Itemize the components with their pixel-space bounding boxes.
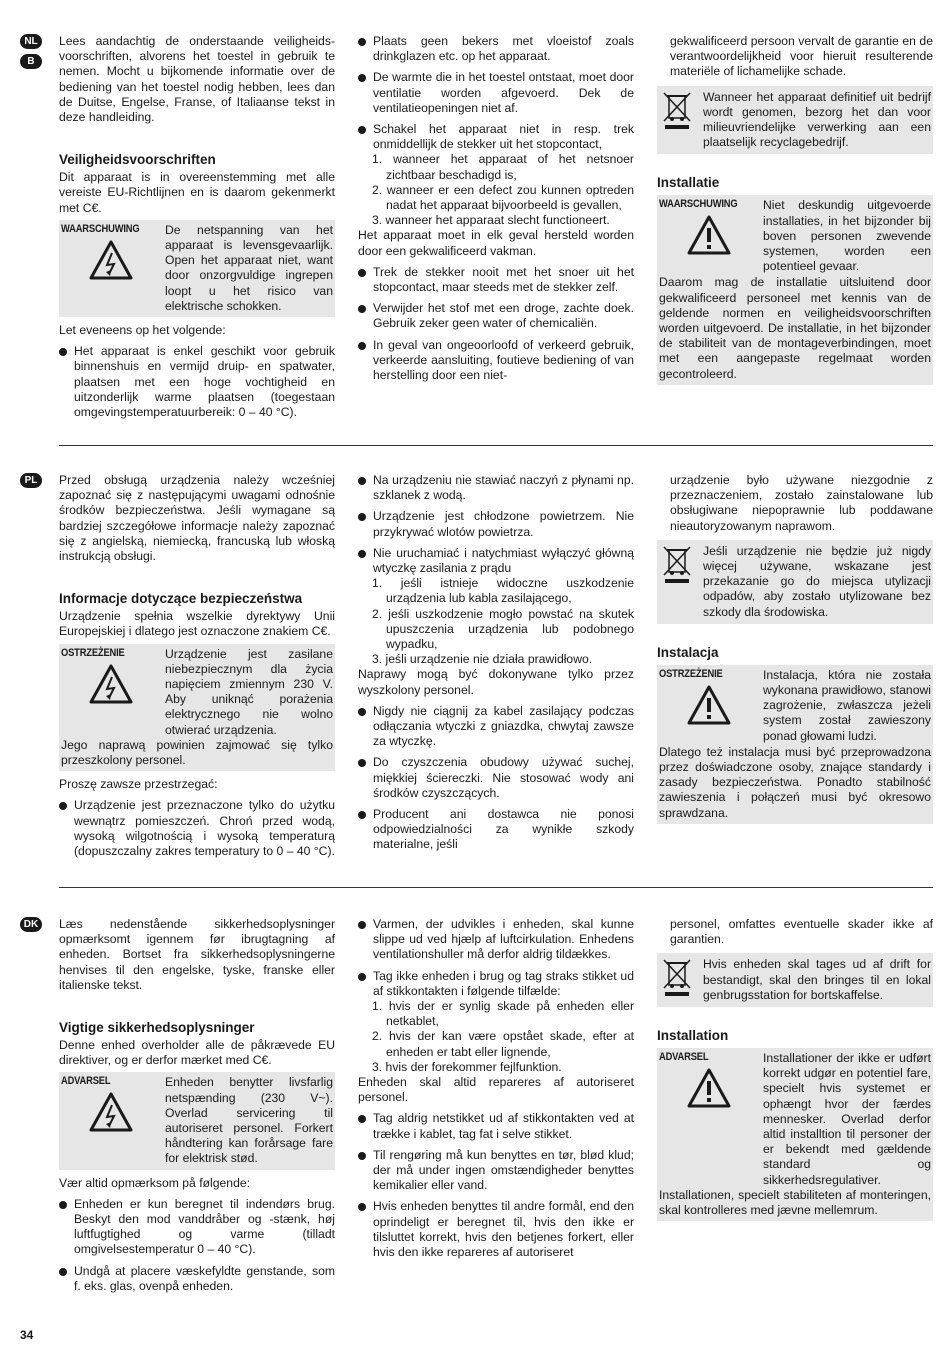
warning-box xyxy=(59,644,335,772)
installation-heading: Instalacja xyxy=(657,644,719,660)
bullet-item: In geval van ongeoorloofd of verkeerd gebruik, verkeerde aansluiting, foutieve bediening of van herstelling door een niet- xyxy=(358,338,634,384)
safety-heading: Vigtige sikkerhedsoplysninger xyxy=(59,1020,255,1036)
crossed-bin-icon xyxy=(659,957,699,1001)
electric-shock-warning-icon xyxy=(61,240,161,300)
crossed-bin-icon xyxy=(659,90,699,134)
safety-text: Urządzenie spełnia wszelkie dyrektywy Unii Europejskiej i dlatego jest oznaczone znakiem C€. xyxy=(59,609,335,639)
bullet-item: Nigdy nie ciągnij za kabel zasilający podczas odłączania wtyczki z gniazdka, chwytaj zawsze za wtyczkę. xyxy=(358,704,634,750)
numbered-list xyxy=(358,576,634,667)
installation-warning-text: Installationer der ikke er udført korrekt udgør en potentiel fare, specielt hvis systemet er ophængt hvor der færdes mennesker. Overlad derfor altid installtion til personer der er bekendt med gældende standard og sikkerhedsregulativer. xyxy=(763,1051,931,1187)
column-1 xyxy=(59,917,335,1300)
disposal-box xyxy=(657,953,933,1007)
disposal-box xyxy=(657,86,933,155)
safety-text: Denne enhed overholder alle de påkrævede EU direktiver, og er derfor mærket med C€. xyxy=(59,1038,335,1068)
language-badge: PL xyxy=(20,473,42,488)
warning-after-text: Jego naprawą powinien zajmować się tylko przeszkolony personel. xyxy=(61,737,333,768)
warning-text: Enheden benytter livsfarlig netspænding (230 V~). Overlad servicering til autoriseret personel. Forkert håndtering kan forårsage fare for elektrisk stød. xyxy=(165,1075,333,1166)
bullet-list-b1 xyxy=(358,473,634,576)
continued-text: urządzenie było używane niezgodnie z przeznaczeniem, zostało zainstalowane lub obsługiwane niepoprawnie lub poddawane nieautoryzowanym naprawom. xyxy=(670,473,933,533)
bullet-item: Het apparaat is enkel geschikt voor gebruik binnenshuis en vermijd druip- en spatwater, plaatsen met een hoge vochtigheid en uitzonderlijk warme plaatsen (toegestaan omgevingstemperatuurbereik: 0 – 40 °C). xyxy=(59,344,335,420)
intro-text: Lees aandachtig de onderstaande veiligheidsvoorschriften, alvorens het toestel in gebruik te nemen. Mocht u bijkomende informatie over de bediening van het toestel nodig hebben, lees dan de Duitse, Engelse, Franse, of Italiaanse tekst in deze handleiding. xyxy=(59,34,335,125)
bullet-list-a xyxy=(59,344,335,420)
installation-warning-box xyxy=(657,665,933,824)
numbered-item: 3. wanneer het apparaat slecht functioneert. xyxy=(372,213,610,228)
column-3 xyxy=(657,34,933,391)
installation-warning-label: ADVARSEL xyxy=(659,1051,709,1064)
installation-after-text: Daarom mag de installatie uitsluitend door gekwalificeerd personeel met kennis van de geldende normen en veiligheidsvoorschriften worden uitgevoerd. De installatie, in het bijzonder de stabiliteit van de montageverbindingen, moet met een aangepaste regelmaat worden gecontroleerd. xyxy=(659,275,931,381)
warning-text: De netspanning van het apparaat is levensgevaarlijk. Open het apparaat niet, want door onzorgvuldige ingrepen loopt u het risico van elektrische schokken. xyxy=(165,222,333,313)
column-2 xyxy=(358,917,634,1266)
general-warning-icon xyxy=(659,215,759,275)
installation-warning-label: OSTRZEŻENIE xyxy=(659,667,723,680)
general-warning-icon xyxy=(659,685,759,745)
section-divider xyxy=(59,887,933,888)
disposal-text: Hvis enheden skal tages ud af drift for bestandigt, skal den bringes til en lokal genbrugsstation for bortskaffelse. xyxy=(703,957,931,1002)
bullet-item: Urządzenie jest chłodzone powietrzem. Nie przykrywać wlotów powietrza. xyxy=(358,509,634,539)
numbered-list xyxy=(358,152,634,228)
warning-label: OSTRZEŻENIE xyxy=(61,646,125,659)
bullet-list-b2 xyxy=(358,704,634,853)
installation-warning-text: Instalacja, która nie została wykonana prawidłowo, stanowi zagrożenie, zwłaszcza jeżeli system został zawieszony ponad głowami ludzi. xyxy=(763,667,931,743)
continued-text: gekwalificeerd persoon vervalt de garantie en de verantwoordelijkheid voor hieruit resulterende materiële of lichamelijke schade. xyxy=(670,34,933,79)
numbered-item: 2. hvis der kan være opstået skade, efter at enheden er tabt eller lignende, xyxy=(372,1029,634,1059)
numbered-list xyxy=(358,999,634,1075)
numbered-item: 1. wanneer het apparaat of het netsnoer zichtbaar beschadigd is, xyxy=(372,152,634,182)
warning-text: Urządzenie jest zasilane niebezpiecznym dla życia napięciem zmiennym 230 V. Aby uniknąć porażenia elektrycznego nie wolno otwierać urządzenia. xyxy=(165,646,333,737)
bullet-item: Tag ikke enheden i brug og tag straks stikket ud af stikkontakten i følgende tilfælde: xyxy=(358,969,634,999)
installation-warning-label: WAARSCHUWING xyxy=(659,198,738,211)
bullet-item: Na urządzeniu nie stawiać naczyń z płynami np. szklanek z wodą. xyxy=(358,473,634,503)
numbered-item: 2. jeśli uszkodzenie mogło powstać na skutek upuszczenia urządzenia lub podobnego wypadku, xyxy=(372,606,634,652)
installation-after-text: Dlatego też instalacja musi być przeprowadzona przez doświadczone osoby, znające standardy i zasady bezpieczeństwa. Ponadto stabilność zawieszenia i połączeń musi być okresowo sprawdzana. xyxy=(659,744,931,820)
installation-after-text: Installationen, specielt stabiliteten af monteringen, skal kontrolleres med jævne mellemrum. xyxy=(659,1187,931,1218)
language-badge: DK xyxy=(20,917,42,932)
disposal-box xyxy=(657,540,933,624)
language-badge: NL xyxy=(20,34,42,49)
bullet-list-b2 xyxy=(358,1111,634,1260)
observe-text: Vær altid opmærksom på følgende: xyxy=(59,1175,251,1190)
bullet-item: Trek de stekker nooit met het snoer uit het stopcontact, maar steeds met de stekker zelf. xyxy=(358,265,634,295)
numbered-item: 1. hvis der er synlig skade på enheden eller netkablet, xyxy=(372,999,634,1029)
column-3 xyxy=(657,473,933,830)
numbered-item: 1. jeśli istnieje widoczne uszkodzenie urządzenia lub kabla zasilającego, xyxy=(372,576,634,606)
bullet-item: Producent ani dostawca nie ponosi odpowiedzialności za wynikłe szkody materialne, jeśli xyxy=(358,807,634,853)
general-warning-icon xyxy=(659,1068,759,1128)
bullet-item: Varmen, der udvikles i enheden, skal kunne slippe ud ved hjælp af luftcirkulation. Enhedens ventilationshuller må derfor aldrig tildækkes. xyxy=(358,917,634,963)
intro-text: Przed obsługą urządzenia należy wcześniej zapoznać się z następującymi uwagami odnośnie środków bezpieczeństwa. Jeśli wymagane są bardziej szczegółowe informacje należy zapoznać się z angielską, niemiecką, francuską lub włoską instrukcją obsługi. xyxy=(59,473,335,564)
bullet-item: Enheden er kun beregnet til indendørs brug. Beskyt den mod vanddråber og -stænk, høj luftfugtighed og varme (tilladt omgivelsestemperatur 0 – 40 °C). xyxy=(59,1197,335,1258)
electric-shock-warning-icon xyxy=(61,1092,161,1152)
intro-text: Læs nedenstående sikkerhedsoplysninger opmærksomt igennem før ibrugtagning af enheden. Bortset fra sikkerhedsoplysningerne henvises til den engelske, tyske, franske eller italienske tekst. xyxy=(59,917,335,992)
installation-warning-box xyxy=(657,195,933,384)
repair-text: Naprawy mogą być dokonywane tylko przez wyszkolony personel. xyxy=(358,667,634,697)
bullet-item: Nie uruchamiać i natychmiast wyłączyć główną wtyczkę zasilania z prądu xyxy=(358,546,634,576)
column-1 xyxy=(59,34,335,426)
language-badge: B xyxy=(20,54,42,69)
bullet-item: Hvis enheden benyttes til andre formål, end den oprindeligt er beregnet til, hvis den ikke er tilsluttet korrekt, hvis den betjenes forkert, eller hvis den ikke repareres af autoriseret xyxy=(358,1199,634,1260)
warning-box xyxy=(59,1072,335,1169)
disposal-text: Wanneer het apparaat definitief uit bedrijf wordt genomen, bezorg het dan voor milieuvriendelijke verwerking aan een plaatselijk recyclagebedrijf. xyxy=(703,89,931,150)
repair-text: Het apparaat moet in elk geval hersteld worden door een gekwalificeerd vakman. xyxy=(358,228,634,258)
bullet-item: Do czyszczenia obudowy używać suchej, miękkiej ściereczki. Nie stosować wody ani środków czyszczących. xyxy=(358,755,634,801)
safety-text: Dit apparaat is in overeenstemming met alle vereiste EU-Richtlijnen en is daarom gekenmerkt met C€. xyxy=(59,170,335,215)
section-divider xyxy=(59,445,933,446)
bullet-item: Plaats geen bekers met vloeistof zoals drinkglazen etc. op het apparaat. xyxy=(358,34,634,64)
bullet-list-a xyxy=(59,798,335,859)
warning-label: WAARSCHUWING xyxy=(61,222,140,235)
continued-text: personel, omfattes eventuelle skader ikke af garantien. xyxy=(670,917,933,947)
numbered-item: 3. jeśli urządzenie nie działa prawidłowo. xyxy=(372,652,593,667)
bullet-list-b1 xyxy=(358,34,634,152)
warning-box xyxy=(59,220,335,317)
bullet-list-b2 xyxy=(358,265,634,383)
safety-heading: Informacje dotyczące bezpieczeństwa xyxy=(59,591,303,607)
column-3 xyxy=(657,917,933,1227)
bullet-item: Undgå at placere væskefyldte genstande, som f. eks. glas, ovenpå enheden. xyxy=(59,1264,335,1294)
bullet-item: De warmte die in het toestel ontstaat, moet door ventilatie worden afgevoerd. Dek de ventilatieopeningen niet af. xyxy=(358,70,634,116)
crossed-bin-icon xyxy=(659,544,699,588)
column-1 xyxy=(59,473,335,865)
bullet-list-b1 xyxy=(358,917,634,999)
installation-heading: Installatie xyxy=(657,175,720,191)
installation-warning-text: Niet deskundig uitgevoerde installaties, in het bijzonder bij boven personen zwevende systemen, worden een potentieel gevaar. xyxy=(763,198,931,274)
bullet-item: Schakel het apparaat niet in resp. trek onmiddellijk de stekker uit het stopcontact, xyxy=(358,122,634,152)
disposal-text: Jeśli urządzenie nie będzie już nigdy więcej używane, wskazane jest przekazanie go do miejsca utylizacji odpadów, aby zostało utylizowane bez szkody dla środowiska. xyxy=(703,543,931,619)
installation-heading: Installation xyxy=(657,1028,729,1044)
bullet-item: Tag aldrig netstikket ud af stikkontakten ved at trække i kablet, tag fat i selve stikket. xyxy=(358,1111,634,1141)
observe-text: Let eveneens op het volgende: xyxy=(59,323,226,338)
bullet-item: Urządzenie jest przeznaczone tylko do użytku wewnątrz pomieszczeń. Chroń przed wodą, wysoką wilgotnością i wysoką temperaturą (dopuszczalny zakres temperatury to 0 – 40 °C). xyxy=(59,798,335,859)
observe-text: Proszę zawsze przestrzegać: xyxy=(59,777,218,792)
warning-label: ADVARSEL xyxy=(61,1075,111,1088)
safety-heading: Veiligheidsvoorschriften xyxy=(59,152,216,168)
bullet-list-a xyxy=(59,1197,335,1294)
numbered-item: 3. hvis der forekommer fejlfunktion. xyxy=(372,1059,562,1074)
column-2 xyxy=(358,473,634,859)
page-number: 34 xyxy=(20,1328,34,1342)
installation-warning-box xyxy=(657,1048,933,1221)
repair-text: Enheden skal altid repareres af autoriseret personel. xyxy=(358,1075,634,1105)
electric-shock-warning-icon xyxy=(61,664,161,724)
bullet-item: Verwijder het stof met een droge, zachte doek. Gebruik zeker geen water of chemicaliën. xyxy=(358,301,634,331)
column-2 xyxy=(358,34,634,389)
bullet-item: Til rengøring må kun benyttes en tør, blød klud; der må under ingen omstændigheder benyttes kemikalier eller vand. xyxy=(358,1148,634,1194)
numbered-item: 2. wanneer er een defect zou kunnen optreden nadat het apparaat bijvoorbeeld is gevallen, xyxy=(372,182,634,213)
